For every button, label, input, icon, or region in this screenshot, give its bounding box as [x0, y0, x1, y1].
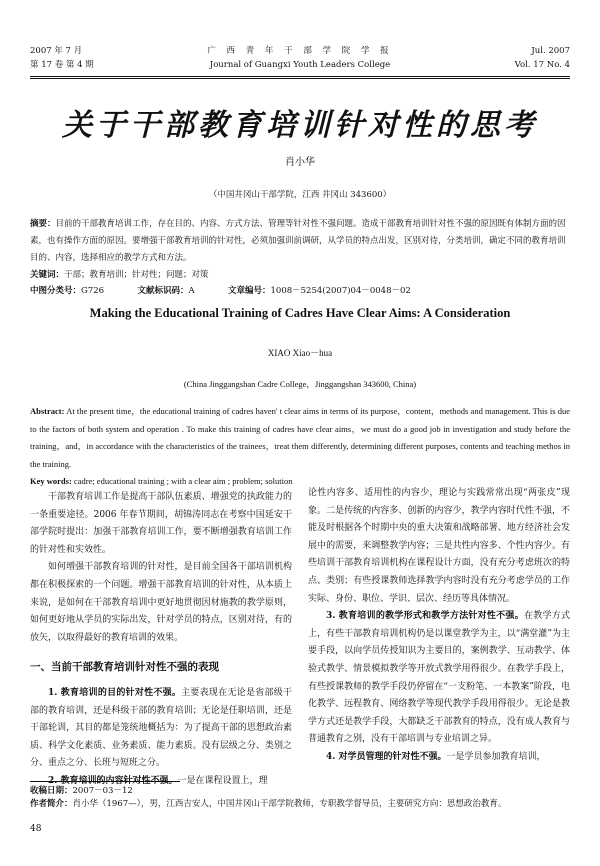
bio-label: 作者简介：: [30, 799, 73, 809]
journal-name-en: Journal of Guangxi Youth Leaders College: [209, 60, 391, 70]
author-affiliation: （中国井冈山干部学院，江西 井冈山 343600）: [208, 190, 392, 200]
body-paragraph: 干部教育培训工作是提高干部队伍素质、增强党的执政能力的一条重要途径。2006 年春节期间，胡锦涛同志在考察中国延安干部学院时提出：加强干部教育培训工作，要不断增强教育培训工作的针对性和实效性。: [30, 492, 292, 555]
keywords-text: 干部；教育培训；针对性；问题；对策: [64, 270, 209, 280]
article-no-label: 文章编号：: [228, 286, 271, 296]
header-date-cn: 2007 年 7 月: [30, 46, 83, 56]
header-rule: [30, 76, 570, 77]
item-text: 一是学员参加教育培训，: [446, 751, 546, 762]
received-value: 2007－03－12: [72, 786, 133, 796]
body-column-right: [308, 485, 570, 767]
journal-name-cn: 广 西 青 年 干 部 学 院 学 报: [207, 46, 393, 56]
abstract-en-text: At the present time，the educational training of cadres haven' t clear aims in terms of its purpose，content，methods and management. This is due to the factors of both system and operation . To make this training of cadres have clear aims，we must do a good job in investigation and study before the training，and，in accordance with the characteristics of the trainees，treat them differently, determining different purposes, contents and teaching methos in the training.: [30, 406, 571, 469]
received-label: 收稿日期：: [30, 786, 73, 796]
item-text: 一是在课程设置上，理: [177, 775, 268, 786]
bio-text: 肖小华（1967—），男，江西吉安人，中国井冈山干部学院教师，专职教学督导员，主要研究方向：思想政治教育。: [72, 799, 507, 809]
abstract-en-label: Abstract:: [30, 406, 65, 416]
item-heading: 1. 教育培训的目的针对性不强。: [48, 687, 182, 698]
header-volume-cn: 第 17 卷 第 4 期: [30, 60, 94, 70]
article-no-value: 1008－5254(2007)04－0048－02: [270, 286, 411, 296]
abstract-label: 摘要：: [30, 219, 56, 229]
keywords-en-text: cadre; educational training ; with a clear aim ; problem; solution: [73, 476, 293, 486]
header-volume-en: Vol. 17 No. 4: [514, 60, 570, 70]
article-author: 肖小华: [285, 157, 315, 168]
clc-value: G726: [81, 286, 105, 296]
body-item: [308, 608, 570, 749]
header-date-en: Jul. 2007: [531, 46, 570, 56]
footnote: [30, 785, 570, 811]
clc-label: 中图分类号：: [30, 286, 82, 296]
body-paragraph: 如何增强干部教育培训的针对性，是目前全国各干部培训机构都在积极探索的一个问题。增强干部教育培训的针对性，从本质上来说，是如何在干部教育培训中更好地贯彻因材施教的教学原则，如何更好地从学员的实际出发，针对学员的特点，区别对待，有的放矢，以取得最好的教育培训的效果。: [30, 562, 292, 643]
article-title: 关于干部教育培训针对性的思考: [62, 108, 538, 143]
header-rule-thin: [30, 78, 570, 79]
item-text: 主要表现在无论是省部级干部的教育培训，还是科级干部的教育培训；无论是任职培训，还是干部轮训，其目的都是笼统地概括为：为了提高干部的思想政治素质、科学文化素质、业务素质、能力素质。没有层级之分、类别之分、重点之分、长班与短班之分。: [30, 687, 292, 769]
item-heading: 3. 教育培训的教学形式和教学方法针对性不强。: [326, 611, 524, 622]
abstract-text: 目前的干部教育培训工作，存在目的、内容、方式方法、管理等针对性不强问题。造成干部教育培训针对性不强的原因既有体制方面的因素，也有操作方面的原因。要增强干部教育培训的针对性，必须加强训前调研，从学员的特点出发，区别对待，分类培训，确定不同的教育培训目的、内容，选择相应的教学方式和方法。: [30, 219, 566, 263]
page-number: 48: [30, 824, 42, 834]
item-text: 在教学方式上，有些干部教育培训机构仍是以课堂教学为主，以“满堂灌”为主要手段，以向学员传授知识为主要目的，案例教学、互动教学、体验式教学、情景模拟教学等开放式教学用得很少。在教学手段上，有些授课教师的教学手段仍停留在“一支粉笔、一本教案”阶段，电化教学、远程教育、网络教学等现代教学手段用得很少。无论是教学方式还是教学手段，大都缺乏干部教育的特点，没有成人教育与普通教育之别，没有干部培训与专业培训之异。: [308, 611, 570, 745]
author-bio: [30, 798, 570, 811]
body-item: [308, 749, 570, 767]
abstract-cn: [30, 216, 570, 267]
classification-line: [30, 283, 570, 300]
keywords-label: 关键词：: [30, 270, 65, 280]
doc-code-value: A: [188, 286, 195, 296]
english-affiliation: (China Jinggangshan Cadre College，Jinggangshan 343600, China): [183, 379, 417, 389]
body-paragraph: 论性内容多、适用性的内容少，理论与实践常常出现“两张皮”现象。二是传统的内容多、创新的内容少，教学内容时代性不强，不能及时根据各个时期中央的重大决策和战略部署、地方经济社会发展中的需要，来调整教学内容；三是共性内容多、个性内容少。有些培训干部教育培训机构在课程设计方面，没有充分考虑班次的特点、类别；有些授课教师选择教学内容时没有充分考虑学员的工作实际、身份、职位、学识、层次、经历等具体情况。: [308, 488, 570, 604]
header-center: [30, 44, 570, 72]
footnote-rule: [30, 781, 180, 782]
keywords-cn: [30, 267, 570, 284]
body-column-left: [30, 489, 292, 791]
english-author: XIAO Xiao－hua: [267, 348, 333, 358]
body-item: [30, 685, 292, 773]
running-header: [30, 38, 570, 74]
doc-code-label: 文献标识码：: [137, 286, 189, 296]
abstract-en: [30, 403, 570, 491]
section-heading: 一、当前干部教育培训针对性不强的表现: [30, 661, 219, 674]
english-title: Making the Educational Training of Cadres Have Clear Aims: A Consideration: [89, 306, 511, 320]
keywords-en-label: Key words:: [30, 476, 72, 486]
item-heading: 4. 对学员管理的针对性不强。: [326, 751, 447, 762]
item-heading: 2. 教育培训的内容针对性不强。: [48, 775, 178, 786]
received-date: [30, 785, 570, 798]
header-right: [515, 44, 570, 72]
